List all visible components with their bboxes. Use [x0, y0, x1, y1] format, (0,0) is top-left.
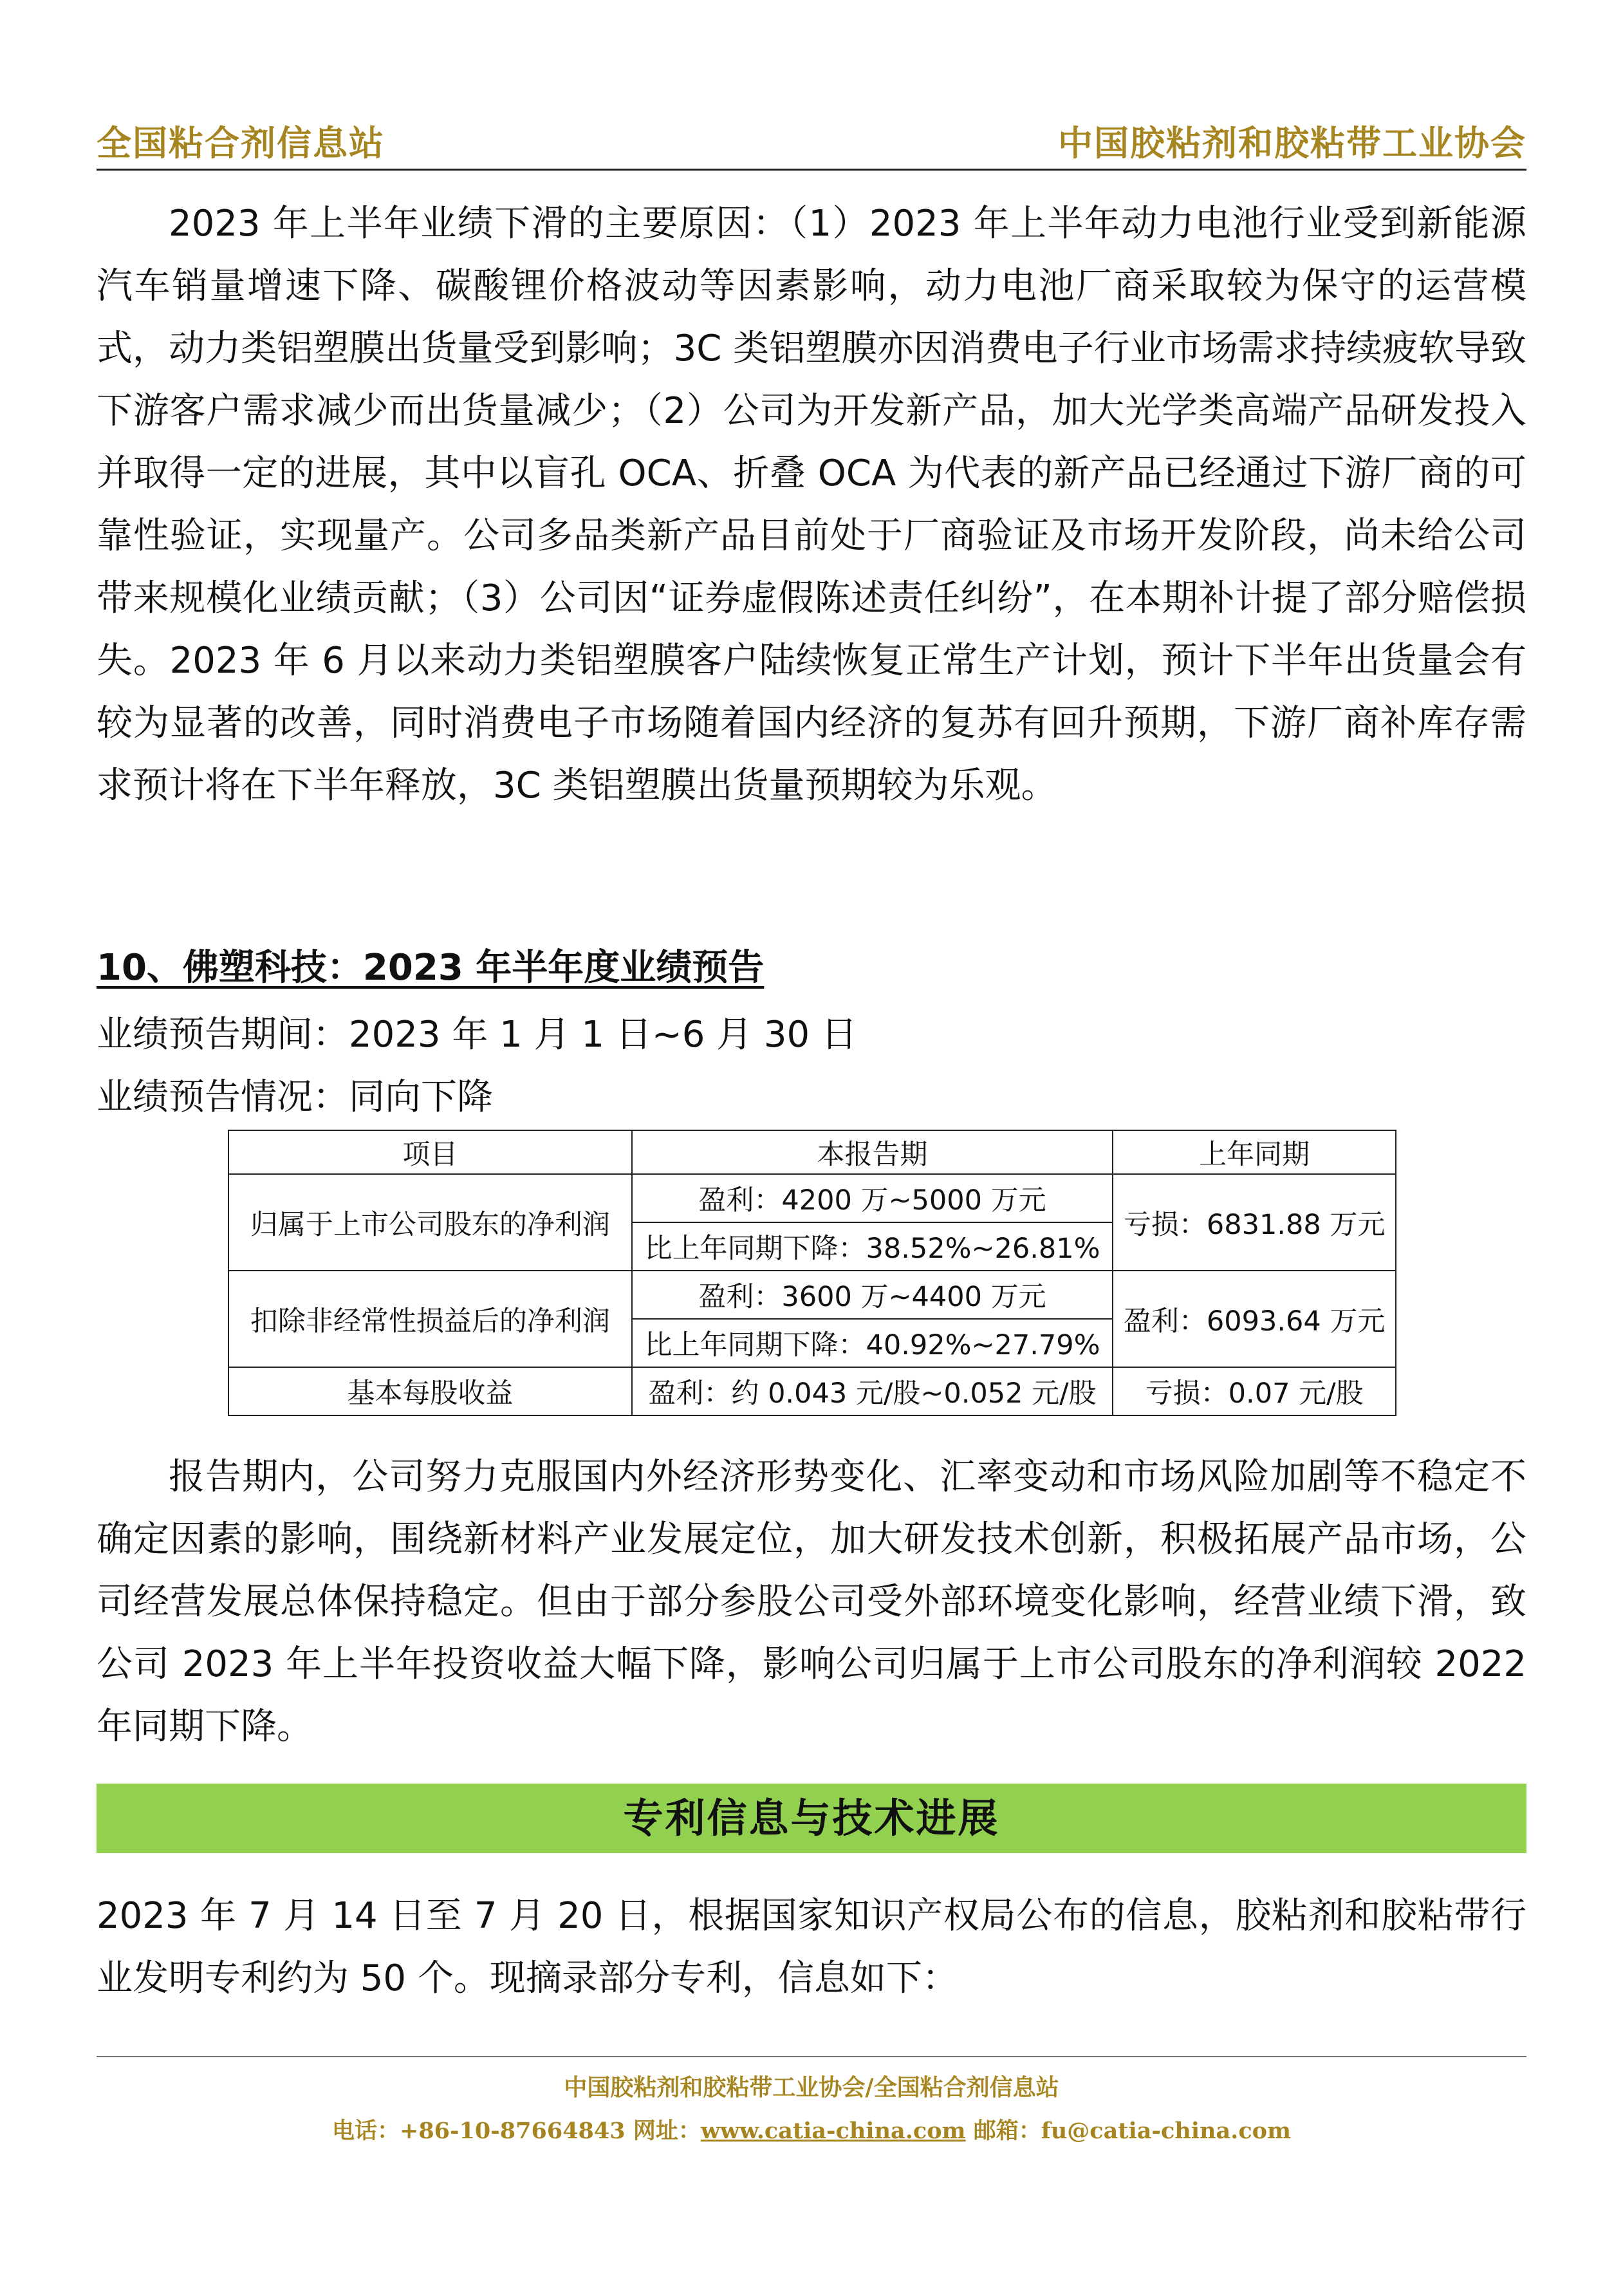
table-cell-current: 比上年同期下降：40.92%~27.79%: [632, 1319, 1113, 1367]
table-cell-item: 归属于上市公司股东的净利润: [228, 1174, 632, 1271]
table-header-cell: 项目: [228, 1130, 632, 1174]
table-cell-item: 基本每股收益: [228, 1367, 632, 1415]
table-cell-prior: 亏损：0.07 元/股: [1113, 1367, 1396, 1415]
table-cell-prior: 盈利：6093.64 万元: [1113, 1271, 1396, 1367]
footer-divider: [97, 2056, 1526, 2057]
table-header-cell: 上年同期: [1113, 1130, 1396, 1174]
footer-email[interactable]: fu@catia-china.com: [1041, 2118, 1292, 2144]
footer-website-link[interactable]: www.catia-china.com: [700, 2118, 966, 2144]
table-cell-current: 比上年同期下降：38.52%~26.81%: [632, 1222, 1113, 1271]
forecast-period: 业绩预告期间：2023 年 1 月 1 日~6 月 30 日: [97, 1014, 857, 1056]
forecast-table: [228, 1130, 1396, 1416]
table-row: [228, 1367, 1396, 1415]
section-heading: 10、佛塑科技：2023 年半年度业绩预告: [97, 947, 765, 989]
header-site-name: 全国粘合剂信息站: [97, 122, 385, 163]
footer-phone-label: 电话：: [331, 2118, 400, 2144]
footer-contact: [0, 2113, 1623, 2145]
section-banner: [97, 1784, 1526, 1853]
table-row: [228, 1174, 1396, 1222]
banner-title: 专利信息与技术进展: [623, 1795, 1000, 1842]
table-cell-item: 扣除非经常性损益后的净利润: [228, 1271, 632, 1367]
header-divider: [97, 169, 1526, 171]
table-cell-prior: 亏损：6831.88 万元: [1113, 1174, 1396, 1271]
table-header-row: [228, 1130, 1396, 1174]
paragraph-report-period: 报告期内，公司努力克服国内外经济形势变化、汇率变动和市场风险加剧等不稳定不确定因素的影响，围绕新材料产业发展定位，加大研发技术创新，积极拓展产品市场，公司经营发展总体保持稳定。但由于部分参股公司受外部环境变化影响，经营业绩下滑，致公司 2023 年上半年投资收益大幅下降，影响公司归属于上市公司股东的净利润较 2022 年同期下降。: [97, 1456, 1526, 1748]
forecast-status: 业绩预告情况：同向下降: [97, 1076, 493, 1118]
paragraph-patent-intro: 2023 年 7 月 14 日至 7 月 20 日，根据国家知识产权局公布的信息，胶粘剂和胶粘带行业发明专利约为 50 个。现摘录部分专利，信息如下：: [97, 1895, 1526, 1999]
footer-email-label: 邮箱：: [973, 2118, 1041, 2144]
table-row: [228, 1271, 1396, 1319]
table-cell-current: 盈利：约 0.043 元/股~0.052 元/股: [632, 1367, 1113, 1415]
table-header-cell: 本报告期: [632, 1130, 1113, 1174]
footer-organization: 中国胶粘剂和胶粘带工业协会/全国粘合剂信息站: [564, 2074, 1059, 2101]
table-cell-current: 盈利：3600 万~4400 万元: [632, 1271, 1113, 1319]
table-cell-current: 盈利：4200 万~5000 万元: [632, 1174, 1113, 1222]
page-header: [97, 116, 1526, 162]
footer-phone: +86-10-87664843: [400, 2118, 626, 2144]
header-association-name: 中国胶粘剂和胶粘带工业协会: [1058, 122, 1526, 163]
footer-site-label: 网址：: [633, 2118, 701, 2144]
paragraph-decline-reasons: 2023 年上半年业绩下滑的主要原因：（1）2023 年上半年动力电池行业受到新能源汽车销量增速下降、碳酸锂价格波动等因素影响，动力电池厂商采取较为保守的运营模式，动力类铝塑膜出货量受到影响；3C 类铝塑膜亦因消费电子行业市场需求持续疲软导致下游客户需求减少而出货量减少；（2）公司为开发新产品，加大光学类高端产品研发投入并取得一定的进展，其中以盲孔 OCA、折叠 OCA 为代表的新产品已经通过下游厂商的可靠性验证，实现量产。公司多品类新产品目前处于厂商验证及市场开发阶段，尚未给公司带来规模化业绩贡献；（3）公司因“证券虚假陈述责任纠纷”，在本期补计提了部分赔偿损失。2023 年 6 月以来动力类铝塑膜客户陆续恢复正常生产计划，预计下半年出货量会有较为显著的改善，同时消费电子市场随着国内经济的复苏有回升预期，下游厂商补库存需求预计将在下半年释放，3C 类铝塑膜出货量预期较为乐观。: [97, 203, 1526, 807]
